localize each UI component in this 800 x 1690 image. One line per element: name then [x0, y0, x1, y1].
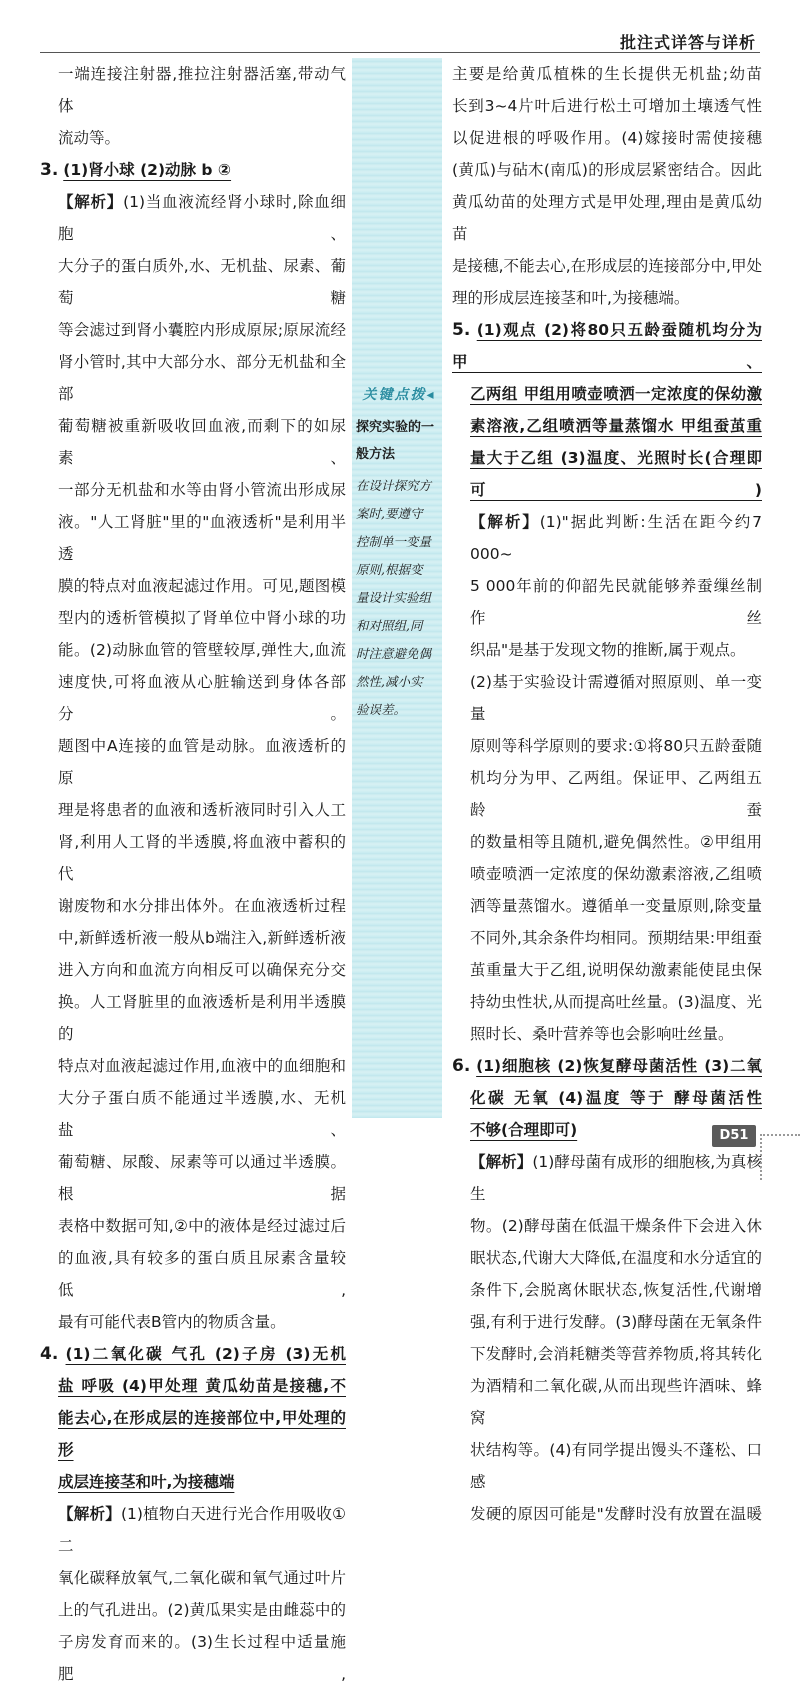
- q3-analysis-line: 题图中A连接的血管是动脉。血液透析的原: [58, 737, 346, 787]
- corner-dotted-border: [760, 1134, 762, 1180]
- analysis-tag: 【解析】: [58, 1505, 121, 1523]
- q4-analysis-line: 氧化碳释放氧气,二氧化碳和氧气通过叶片: [58, 1569, 346, 1587]
- q3-analysis-line: 型内的透析管模拟了肾单位中肾小球的功: [58, 609, 346, 627]
- text-line: 是接穗,不能去心,在形成层的连接部分中,甲处: [452, 257, 762, 275]
- q3-analysis-line: 葡萄糖、尿酸、尿素等可以通过半透膜。根据: [58, 1153, 346, 1203]
- q6-answer-line: 化碳 无氧 (4)温度 等于 酵母菌活性: [470, 1089, 762, 1107]
- q3-analysis-line: 表格中数据可知,②中的液体是经过滤过后: [58, 1217, 346, 1235]
- text-line: 一端连接注射器,推拉注射器活塞,带动气体: [58, 65, 346, 115]
- text-line: 长到3~4片叶后进行松土可增加土壤透气性: [452, 97, 762, 115]
- text-line: 以促进根的呼吸作用。(4)嫁接时需使接穗: [452, 129, 762, 147]
- q6-analysis-line: 条件下,会脱离休眠状态,恢复活性,代谢增: [470, 1281, 762, 1299]
- q3-analysis-line: 大分子蛋白质不能通过半透膜,水、无机盐、: [58, 1089, 346, 1139]
- q5-analysis-line: 5 000年前的仰韶先民就能够养蚕缫丝制作丝: [470, 577, 762, 627]
- q4-analysis-line: 上的气孔进出。(2)黄瓜果实是由雌蕊中的: [58, 1601, 346, 1619]
- q4-answer-line: 能去心,在形成层的连接部位中,甲处理的形: [58, 1409, 346, 1459]
- q5-analysis-line: 【解析】(1)"据此判断:生活在距今约7 000~: [470, 513, 762, 563]
- q6-number: 6.: [452, 1056, 471, 1076]
- q3-analysis-line: 进入方向和血流方向相反可以确保充分交: [58, 961, 346, 979]
- q5-analysis-line: 茧重量大于乙组,说明保幼激素能使昆虫保: [470, 961, 762, 979]
- q6-analysis-line: 状结构等。(4)有同学提出馒头不蓬松、口感: [470, 1441, 762, 1491]
- page-number: D51: [712, 1125, 756, 1147]
- q4-answer-line: 4. (1)二氧化碳 气孔 (2)子房 (3)无机: [40, 1344, 346, 1364]
- q3-analysis-line: 谢废物和水分排出体外。在血液透析过程: [58, 897, 346, 915]
- q3-analysis-line: 中,新鲜透析液一般从b端注入,新鲜透析液: [58, 929, 346, 947]
- q4-number: 4.: [40, 1344, 59, 1364]
- q6-answer-line: 不够(合理即可): [470, 1121, 578, 1139]
- q5-number: 5.: [452, 320, 471, 340]
- q3-analysis-line: 理是将患者的血液和透析液同时引入人工: [58, 801, 346, 819]
- q4-answer-line: 成层连接茎和叶,为接穗端: [58, 1473, 235, 1491]
- q3-analysis-line: 速度快,可将血液从心脏输送到身体各部分。: [58, 673, 346, 723]
- q5-analysis-line: (2)基于实验设计需遵循对照原则、单一变量: [470, 673, 762, 723]
- q5-analysis-line: 不同外,其余条件均相同。预期结果:甲组蚕: [470, 929, 762, 947]
- q6-analysis-line: 【解析】(1)酵母菌有成形的细胞核,为真核生: [470, 1153, 762, 1203]
- triangle-left-icon: ◂: [426, 387, 436, 403]
- q6-analysis-line: 物。(2)酵母菌在低温干燥条件下会进入休: [470, 1217, 762, 1235]
- analysis-tag: 【解析】: [470, 513, 540, 531]
- q3-analysis-line: 换。人工肾脏里的血液透析是利用半透膜的: [58, 993, 346, 1043]
- q3-analysis-line: 肾,利用人工肾的半透膜,将血液中蓄积的代: [58, 833, 346, 883]
- q3-analysis-line: 一部分无机盐和水等由肾小管流出形成尿: [58, 481, 346, 499]
- q3-analysis-line: 最有可能代表B管内的物质含量。: [58, 1313, 286, 1331]
- text-line: 主要是给黄瓜植株的生长提供无机盐;幼苗: [452, 65, 762, 83]
- sidebar-body: 在设计探究方 案时,要遵守 控制单一变量 原则,根据变 量设计实验组 和对照组,同 时注意避免偶 然性,减小实 验误差。: [356, 478, 432, 717]
- q3-analysis-line: 膜的特点对血液起滤过作用。可见,题图模: [58, 577, 346, 595]
- q5-analysis-line: 洒等量蒸馏水。遵循单一变量原则,除变量: [470, 897, 762, 915]
- q3-analysis-line: 特点对血液起滤过作用,血液中的血细胞和: [58, 1057, 346, 1075]
- text-line: 理的形成层连接茎和叶,为接穗端。: [452, 289, 690, 307]
- q6-analysis-line: 眠状态,代谢大大降低,在温度和水分适宜的: [470, 1249, 762, 1267]
- q3-analysis-line: 等会滤过到肾小囊腔内形成原尿;原尿流经: [58, 321, 346, 339]
- q5-answer-line: 量大于乙组 (3)温度、光照时长(合理即可): [470, 449, 762, 499]
- corner-dotted-border: [760, 1134, 800, 1136]
- q5-answer-line: 乙两组 甲组用喷壶喷洒一定浓度的保幼激: [470, 385, 762, 403]
- q4-analysis-line: 子房发育而来的。(3)生长过程中适量施肥,: [58, 1633, 346, 1683]
- text-line: 黄瓜幼苗的处理方式是甲处理,理由是黄瓜幼苗: [452, 193, 762, 243]
- q3-answer: [40, 154, 346, 186]
- q6-analysis-line: 强,有利于进行发酵。(3)酵母菌在无氧条件: [470, 1313, 762, 1331]
- q5-analysis-line: 原则等科学原则的要求:①将80只五龄蚕随: [470, 737, 762, 755]
- q5-analysis-line: 持幼虫性状,从而提高吐丝量。(3)温度、光: [470, 993, 762, 1011]
- q6-analysis-line: 为酒精和二氧化碳,从而出现些许酒味、蜂窝: [470, 1377, 762, 1427]
- q3-analysis-line: 能。(2)动脉血管的管壁较厚,弹性大,血流: [58, 641, 346, 659]
- header-divider: [40, 52, 760, 53]
- q6-answer-line: 6. (1)细胞核 (2)恢复酵母菌活性 (3)二氧: [452, 1056, 762, 1076]
- q5-analysis-line: 喷壶喷洒一定浓度的保幼激素溶液,乙组喷: [470, 865, 762, 883]
- q5-answer-line: 素溶液,乙组喷洒等量蒸馏水 甲组蚕茧重: [470, 417, 762, 435]
- sidebar-title: 探究实验的一 般方法: [356, 420, 435, 462]
- text-line: 流动等。: [58, 129, 121, 147]
- right-column: [452, 58, 762, 1530]
- q5-analysis-line: 的数量相等且随机,避免偶然性。②甲组用: [470, 833, 762, 851]
- analysis-tag: 【解析】: [470, 1153, 533, 1171]
- left-column: [40, 58, 346, 1690]
- q3-analysis-line: 液。"人工肾脏"里的"血液透析"是利用半透: [58, 513, 346, 563]
- q4-answer-line: 盐 呼吸 (4)甲处理 黄瓜幼苗是接穗,不: [58, 1377, 346, 1395]
- q6-analysis-line: 发硬的原因可能是"发酵时没有放置在温暖: [470, 1505, 762, 1523]
- q3-answer-text: (1)肾小球 (2)动脉 b ②: [63, 161, 232, 179]
- q5-answer-line: 5. (1)观点 (2)将80只五龄蚕随机均分为甲、: [452, 320, 762, 371]
- analysis-tag: 【解析】: [58, 193, 124, 211]
- q4-analysis-line: 【解析】(1)植物白天进行光合作用吸收①二: [58, 1505, 346, 1555]
- q6-analysis-line: 下发酵时,会消耗糖类等营养物质,将其转化: [470, 1345, 762, 1363]
- q3-analysis-line: 大分子的蛋白质外,水、无机盐、尿素、葡萄糖: [58, 257, 346, 307]
- page-header-title: 批注式详答与详析: [619, 33, 756, 52]
- key-points-heading: 关键点拨◂: [362, 387, 436, 403]
- q3-number: 3.: [40, 160, 59, 180]
- q3-analysis-line: 肾小管时,其中大部分水、部分无机盐和全部: [58, 353, 346, 403]
- q3-analysis-line: 【解析】(1)当血液流经肾小球时,除血细胞、: [58, 193, 346, 243]
- q3-analysis-line: 的血液,具有较多的蛋白质且尿素含量较低,: [58, 1249, 346, 1299]
- q5-analysis-line: 织品"是基于发现文物的推断,属于观点。: [470, 641, 746, 659]
- text-line: (黄瓜)与砧木(南瓜)的形成层紧密结合。因此: [452, 161, 762, 179]
- q5-analysis-line: 机均分为甲、乙两组。保证甲、乙两组五龄蚕: [470, 769, 762, 819]
- q3-analysis-line: 葡萄糖被重新吸收回血液,而剩下的如尿素、: [58, 417, 346, 467]
- q5-analysis-line: 照时长、桑叶营养等也会影响吐丝量。: [470, 1025, 734, 1043]
